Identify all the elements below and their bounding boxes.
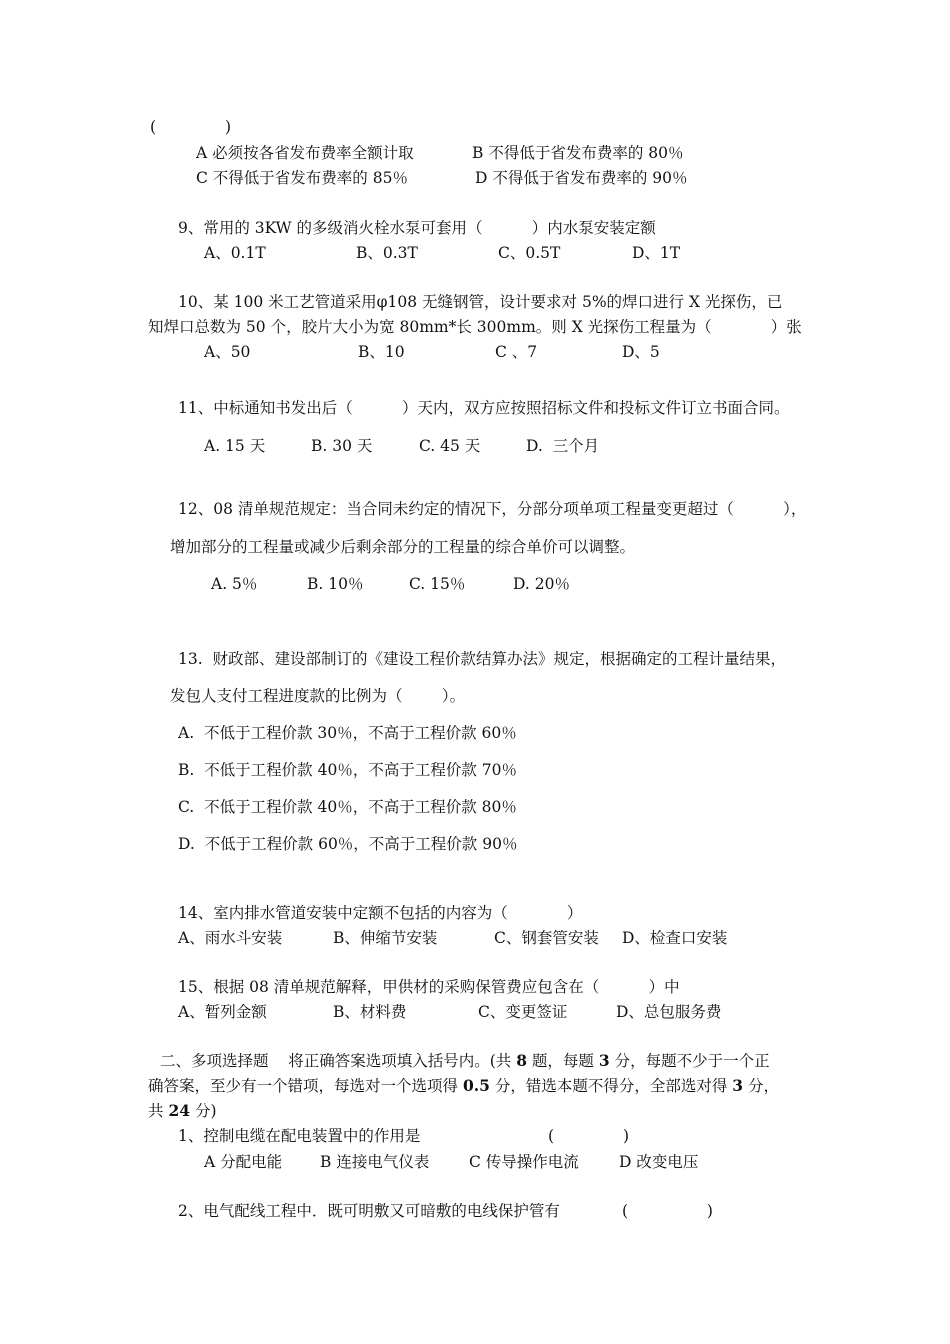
q11-stem: 11、中标通知书发出后（ ）天内，双方应按照招标文件和投标文件订立书面合同。 xyxy=(178,399,790,417)
q15-stem: 15、根据 08 清单规范解释，甲供材的采购保管费应包含在（ ）中 xyxy=(178,978,680,996)
q12-option-b: B. 10％ xyxy=(307,575,364,593)
q11-option-a: A. 15 天 xyxy=(204,437,266,455)
q8-option-c: C 不得低于省发布费率的 85％ xyxy=(196,169,408,187)
q8-bracket: ( ) xyxy=(150,118,232,136)
q12-option-a: A. 5％ xyxy=(211,575,258,593)
q12-stem-line2: 增加部分的工程量或减少后剩余部分的工程量的综合单价可以调整。 xyxy=(170,538,636,556)
m1-option-c: C 传导操作电流 xyxy=(469,1153,579,1171)
q11-option-d: D. 三个月 xyxy=(526,437,600,455)
q15-option-d: D、总包服务费 xyxy=(616,1003,722,1021)
q14-option-b: B、伸缩节安装 xyxy=(333,929,438,947)
q10-option-b: B、10 xyxy=(358,343,405,361)
q12-stem-line1: 12、08 清单规范规定：当合同未约定的情况下，分部分项单项工程量变更超过（ ）， xyxy=(178,500,807,518)
q8-option-b: B 不得低于省发布费率的 80％ xyxy=(472,144,684,162)
q8-option-a: A 必须按各省发布费率全额计取 xyxy=(196,144,414,162)
m1-bracket: ( ) xyxy=(548,1127,630,1145)
q13-option-a: A. 不低于工程价款 30％，不高于工程价款 60％ xyxy=(178,724,517,742)
q13-stem-line2: 发包人支付工程进度款的比例为（ ）。 xyxy=(170,687,466,705)
m2-bracket: ( ) xyxy=(622,1202,713,1220)
q9-option-c: C、0.5T xyxy=(498,244,561,262)
q10-stem-line1: 10、某 100 米工艺管道采用φ108 无缝钢管，设计要求对 5%的焊口进行 X 光探伤，已 xyxy=(178,293,783,311)
q11-option-c: C. 45 天 xyxy=(419,437,481,455)
m2-stem: 2、电气配线工程中．既可明敷又可暗敷的电线保护管有 xyxy=(178,1202,560,1220)
q13-option-b: B. 不低于工程价款 40％，不高于工程价款 70％ xyxy=(178,761,517,779)
q15-option-b: B、材料费 xyxy=(333,1003,407,1021)
m1-option-d: D 改变电压 xyxy=(619,1153,699,1171)
m1-option-b: B 连接电气仪表 xyxy=(320,1153,430,1171)
q8-option-d: D 不得低于省发布费率的 90％ xyxy=(475,169,688,187)
section2-heading-line1: 二、多项选择题 将正确答案选项填入括号内。(共 8 题，每题 3 分，每题不少于一个正 xyxy=(160,1051,770,1070)
q13-option-d: D. 不低于工程价款 60％，不高于工程价款 90％ xyxy=(178,835,518,853)
m1-stem: 1、控制电缆在配电装置中的作用是 xyxy=(178,1127,421,1145)
q10-option-d: D、5 xyxy=(622,343,660,361)
section2-heading-line3: 共 24 分) xyxy=(148,1101,217,1120)
q14-option-a: A、雨水斗安装 xyxy=(178,929,283,947)
q14-option-d: D、检查口安装 xyxy=(622,929,728,947)
q10-stem-line2: 知焊口总数为 50 个，胶片大小为宽 80mm*长 300mm。则 X 光探伤工程量为（ ）张 xyxy=(148,318,802,336)
q12-option-d: D. 20％ xyxy=(513,575,570,593)
m1-option-a: A 分配电能 xyxy=(204,1153,283,1171)
q15-option-c: C、变更签证 xyxy=(478,1003,568,1021)
q9-option-d: D、1T xyxy=(632,244,681,262)
q10-option-c: C 、7 xyxy=(495,343,538,361)
section2-heading-line2: 确答案，至少有一个错项，每选对一个选项得 0.5 分，错选本题不得分，全部选对得 3 分， xyxy=(148,1076,779,1095)
q11-option-b: B. 30 天 xyxy=(311,437,373,455)
q14-stem: 14、室内排水管道安装中定额不包括的内容为（ ） xyxy=(178,904,583,922)
q9-stem: 9、常用的 3KW 的多级消火栓水泵可套用（ ）内水泵安装定额 xyxy=(178,219,656,237)
q10-option-a: A、50 xyxy=(204,343,251,361)
q13-stem-line1: 13. 财政部、建设部制订的《建设工程价款结算办法》规定，根据确定的工程计量结果， xyxy=(178,650,787,668)
q15-option-a: A、暂列金额 xyxy=(178,1003,267,1021)
q13-option-c: C. 不低于工程价款 40％，不高于工程价款 80％ xyxy=(178,798,517,816)
q12-option-c: C. 15％ xyxy=(409,575,466,593)
q9-option-b: B、0.3T xyxy=(356,244,418,262)
q9-option-a: A、0.1T xyxy=(204,244,266,262)
q14-option-c: C、钢套管安装 xyxy=(494,929,599,947)
